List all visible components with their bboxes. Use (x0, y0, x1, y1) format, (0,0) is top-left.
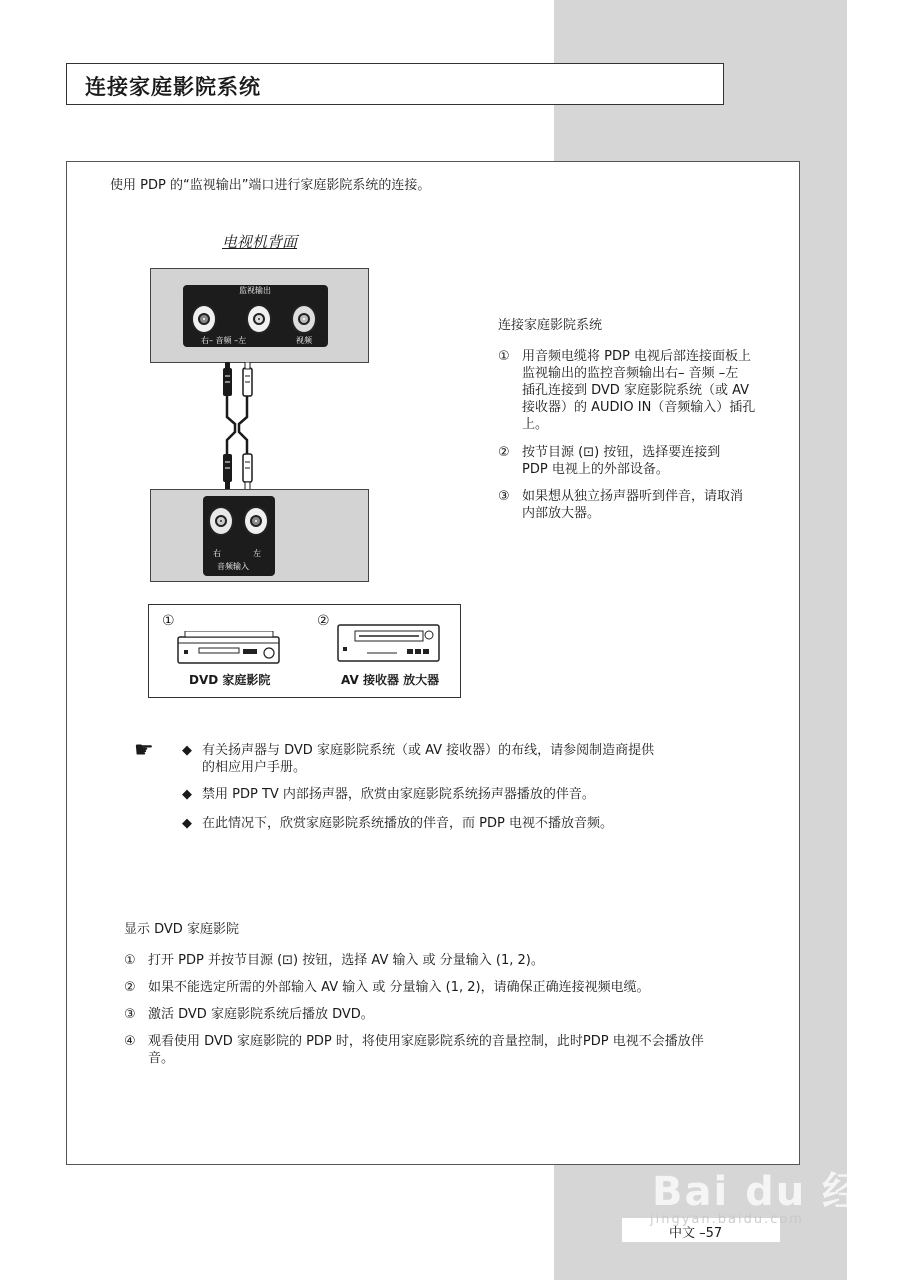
intro-text: 使用 PDP 的“监视输出”端口进行家庭影院系统的连接。 (110, 178, 431, 193)
step-line: 接收器）的 AUDIO IN（音频输入）插孔 (522, 400, 756, 415)
rca-cable-icon (210, 362, 270, 490)
step-line: 按节目源 (⊡) 按钮，选择要连接到 (522, 445, 721, 460)
audio-in-left-label: 左 (253, 549, 261, 558)
step-line: 用音频电缆将 PDP 电视后部连接面板上 (522, 349, 751, 364)
audio-in-left-jack (243, 506, 269, 536)
audio-in-right-jack (208, 506, 234, 536)
watermark-brand: Bai du 经验 (652, 1169, 907, 1215)
step-line: 内部放大器。 (522, 506, 601, 521)
av-receiver-icon (337, 621, 441, 663)
monitor-out-label: 监视输出 (239, 286, 271, 295)
step-number: ③ (498, 489, 510, 504)
dvd-player-icon (177, 631, 281, 665)
diamond-bullet-icon: ◆ (182, 743, 192, 758)
device-1-label: DVD 家庭影院 (189, 673, 271, 687)
step-line: PDP 电视上的外部设备。 (522, 462, 669, 477)
note-line: 有关扬声器与 DVD 家庭影院系统（或 AV 接收器）的布线，请参阅制造商提供 (202, 743, 655, 758)
page-title: 连接家庭影院系统 (85, 75, 261, 99)
step-line: 如果想从独立扬声器听到伴音，请取消 (522, 489, 744, 504)
connect-heading: 连接家庭影院系统 (498, 318, 603, 333)
audio-in-panel (150, 489, 369, 582)
audio-out-right-jack (191, 304, 217, 334)
audio-out-label: 右– 音频 –左 (201, 336, 247, 345)
device-2-number: ② (317, 613, 330, 629)
note-line: 的相应用户手册。 (202, 760, 307, 775)
diagram-title: 电视机背面 (222, 233, 298, 251)
step-number: ② (124, 980, 136, 995)
devices-box (148, 604, 461, 698)
pointing-hand-icon: ☛ (134, 738, 154, 763)
note-line: 禁用 PDP TV 内部扬声器，欣赏由家庭影院系统扬声器播放的伴音。 (202, 787, 595, 802)
step-number: ② (498, 445, 510, 460)
step-line: 如果不能选定所需的外部输入 AV 输入 或 分量输入 (1, 2)，请确保正确连接视频电缆。 (148, 980, 650, 995)
step-number: ① (124, 953, 136, 968)
page-number: 中文 –57 (669, 1226, 723, 1241)
device-2-label: AV 接收器 放大器 (341, 673, 440, 687)
step-line: 监视输出的监控音频输出右– 音频 –左 (522, 366, 739, 381)
step-number: ④ (124, 1034, 136, 1049)
step-number: ③ (124, 1007, 136, 1022)
audio-out-left-jack (246, 304, 272, 334)
video-out-label: 视频 (296, 336, 312, 345)
audio-in-right-label: 右 (213, 549, 221, 558)
watermark-url: jingyan.baidu.com (650, 1212, 804, 1227)
step-line: 观看使用 DVD 家庭影院的 PDP 时，将使用家庭影院系统的音量控制，此时PDP 电视不会播放伴 (148, 1034, 704, 1049)
step-line: 上。 (522, 417, 549, 432)
diamond-bullet-icon: ◆ (182, 816, 192, 831)
tv-rear-panel (150, 268, 369, 363)
audio-in-label: 音频输入 (217, 562, 249, 571)
step-line: 激活 DVD 家庭影院系统后播放 DVD。 (148, 1007, 374, 1022)
step-line: 音。 (148, 1051, 175, 1066)
display-heading: 显示 DVD 家庭影院 (124, 922, 239, 937)
note-line: 在此情况下，欣赏家庭影院系统播放的伴音，而 PDP 电视不播放音频。 (202, 816, 613, 831)
title-box (66, 63, 724, 105)
step-number: ① (498, 349, 510, 364)
step-line: 插孔连接到 DVD 家庭影院系统（或 AV (522, 383, 750, 398)
step-line: 打开 PDP 并按节目源 (⊡) 按钮，选择 AV 输入 或 分量输入 (1, 2)。 (148, 953, 544, 968)
device-1-number: ① (162, 613, 175, 629)
diamond-bullet-icon: ◆ (182, 787, 192, 802)
video-out-jack (291, 304, 317, 334)
